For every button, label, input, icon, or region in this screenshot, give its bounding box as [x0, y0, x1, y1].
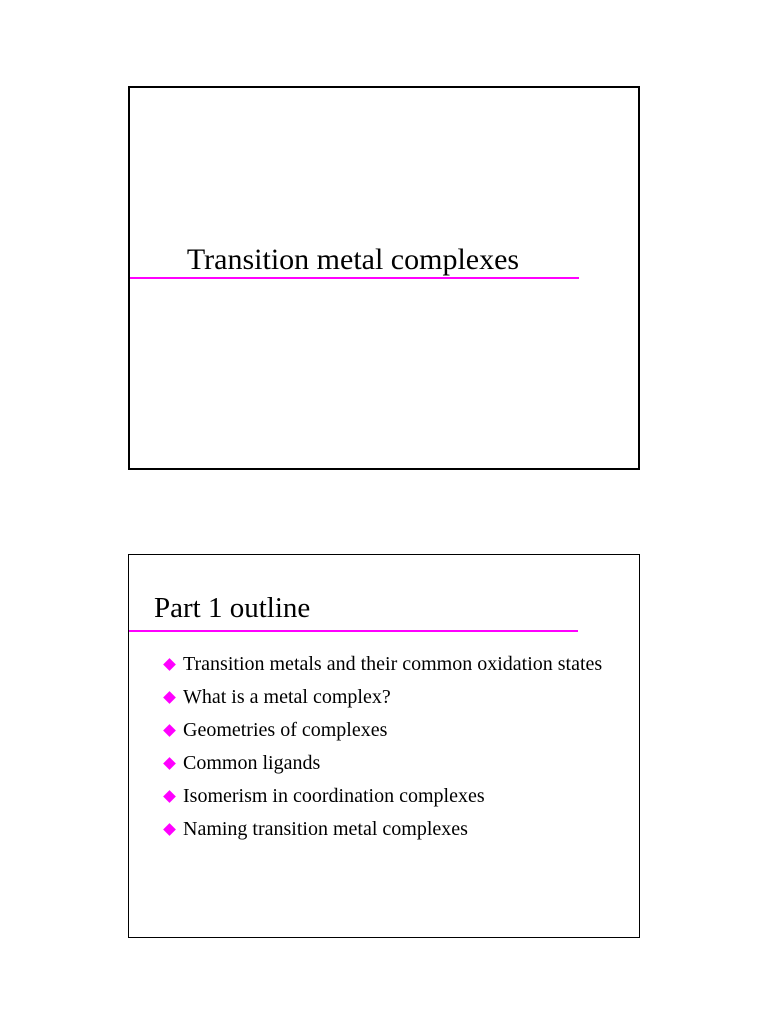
outline-heading: Part 1 outline	[154, 592, 311, 624]
diamond-bullet-icon	[163, 658, 176, 671]
list-item-text: Geometries of complexes	[183, 719, 388, 741]
list-item-text: Naming transition metal complexes	[183, 818, 468, 840]
title-underline	[130, 277, 579, 279]
list-item	[165, 816, 615, 843]
list-item-text: Transition metals and their common oxidation states	[183, 653, 603, 675]
list-item	[165, 684, 615, 711]
list-item-text: What is a metal complex?	[183, 686, 391, 708]
diamond-bullet-icon	[163, 724, 176, 737]
diamond-bullet-icon	[163, 790, 176, 803]
outline-underline	[129, 630, 578, 632]
list-item	[165, 717, 615, 744]
outline-list	[165, 651, 615, 849]
diamond-bullet-icon	[163, 691, 176, 704]
list-item	[165, 750, 615, 777]
slide-outline	[128, 554, 640, 938]
diamond-bullet-icon	[163, 757, 176, 770]
list-item	[165, 783, 615, 810]
slide-title-heading: Transition metal complexes	[186, 243, 520, 276]
list-item	[165, 651, 615, 678]
list-item-text: Isomerism in coordination complexes	[183, 785, 485, 807]
slide-title	[128, 86, 640, 470]
list-item-text: Common ligands	[183, 752, 321, 774]
diamond-bullet-icon	[163, 823, 176, 836]
